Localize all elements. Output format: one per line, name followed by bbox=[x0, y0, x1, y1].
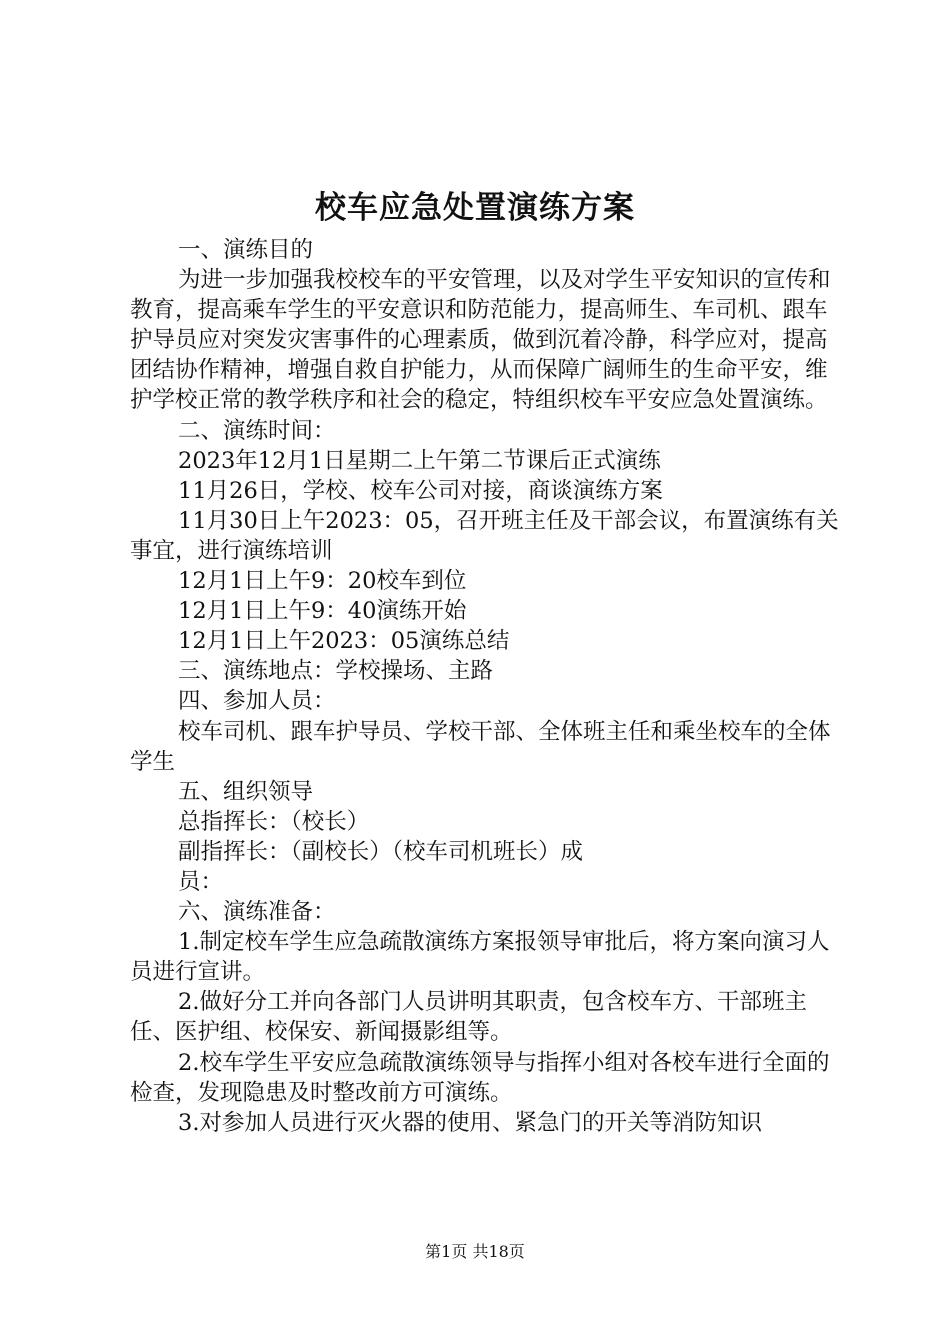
paragraph-participants: 校车司机、跟车护导员、学校干部、全体班主任和乘坐校车的全体学生 bbox=[130, 718, 831, 775]
schedule-item: 2023年12月1日星期二上午第二节课后正式演练 bbox=[178, 447, 661, 474]
leadership-item: 副指挥长：（副校长）（校车司机班长）成 bbox=[178, 838, 584, 865]
section-heading-time: 二、演练时间： bbox=[178, 417, 336, 444]
document-title: 校车应急处置演练方案 bbox=[315, 190, 635, 226]
preparation-item: 2.做好分工并向各部门人员讲明其职责，包含校车方、干部班主任、医护组、校保安、新闻摄影组等。 bbox=[130, 989, 807, 1046]
schedule-item: 12月1日上午9：20校车到位 bbox=[178, 568, 467, 595]
section-heading-leadership: 五、组织领导 bbox=[178, 778, 314, 805]
leadership-item: 总指挥长：（校长） bbox=[178, 808, 370, 835]
leadership-item: 员： bbox=[178, 868, 224, 895]
section-heading-participants: 四、参加人员： bbox=[178, 688, 336, 715]
schedule-item: 11月26日，学校、校车公司对接，商谈演练方案 bbox=[178, 477, 663, 504]
schedule-item: 12月1日上午9：40演练开始 bbox=[178, 598, 467, 625]
paragraph-purpose: 为进一步加强我校校车的平安管理，以及对学生平安知识的宣传和教育，提高乘车学生的平安意识和防范能力，提高师生、车司机、跟车护导员应对突发灾害事件的心理素质，做到沉着冷静，科学应对，提高团结协作精神，增强自救自护能力，从而保障广阔师生的生命平安，维护学校正常的教学秩序和社会的稳定，特组织校车平安应急处置演练。 bbox=[130, 267, 831, 414]
schedule-item: 12月1日上午2023：05演练总结 bbox=[178, 628, 510, 655]
document-body bbox=[130, 235, 840, 1138]
preparation-item: 1.制定校车学生应急疏散演练方案报领导审批后，将方案向演习人员进行宣讲。 bbox=[130, 929, 830, 986]
section-heading-location: 三、演练地点：学校操场、主路 bbox=[178, 658, 494, 685]
preparation-item: 3.对参加人员进行灭火器的使用、紧急门的开关等消防知识 bbox=[178, 1109, 762, 1136]
schedule-item: 11月30日上午2023：05，召开班主任及干部会议，布置演练有关事宜，进行演练培训 bbox=[130, 507, 839, 564]
page-footer: 第1页 共18页 bbox=[425, 1242, 525, 1261]
section-heading-preparation: 六、演练准备： bbox=[178, 899, 336, 926]
preparation-item: 2.校车学生平安应急疏散演练领导与指挥小组对各校车进行全面的检查，发现隐患及时整改前方可演练。 bbox=[130, 1049, 830, 1106]
section-heading-purpose: 一、演练目的 bbox=[178, 237, 314, 263]
